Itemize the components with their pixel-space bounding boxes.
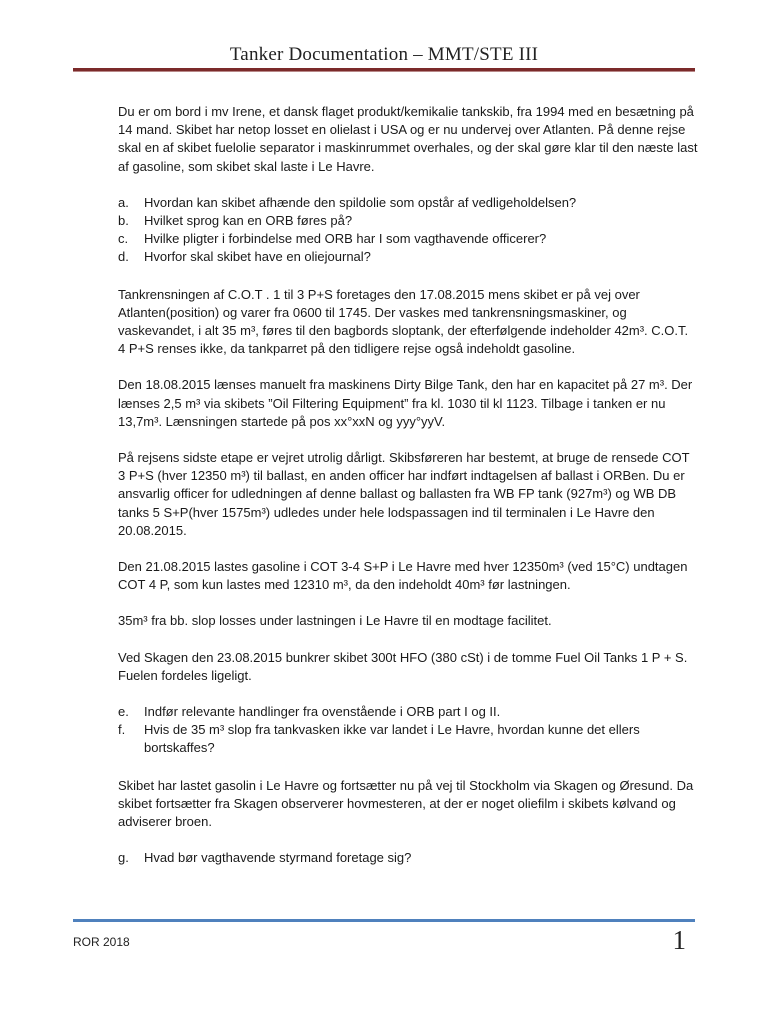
paragraph-oil-film: Skibet har lastet gasolin i Le Havre og fortsætter nu på vej til Stockholm via Skagen og Øresund. Da skibet fortsætter fra Skagen observerer hovmesteren, at der er noget oliefilm i skibets kølvand og adviserer broen. [118,777,694,830]
paragraph-loading: Den 21.08.2015 lastes gasoline i COT 3-4 S+P i Le Havre med hver 12350m³ (ved 15°C) undtagen COT 4 P, som kun lastes med 12310 m³, da den indeholdt 40m³ før lastningen. [118,559,688,593]
footer-left-text: ROR 2018 [73,935,130,949]
question-marker: b. [118,213,129,229]
question-item [118,194,698,212]
paragraph-intro: Du er om bord i mv Irene, et dansk flaget produkt/kemikalie tankskib, fra 1994 med en besætning på 14 mand. Skibet har netop losset en olielast i USA og er nu undervej over Atlanten. På denne rejse skal en af skibet fuelolie separator i maskinrummet overhales, og der skal gøre klar til den næste last af gasoline, som skibet skal laste i Le Havre. [118,104,698,174]
paragraph-bilge: Den 18.08.2015 lænses manuelt fra maskinens Dirty Bilge Tank, den har en kapacitet på 27 m³. Der lænses 2,5 m³ via skibets ”Oil Filtering Equipment” fra kl. 1030 til kl 1123. Tilbage i tanken er nu 13,7m³. Lænsningen startede på pos xx°xxN og yyy°yyV. [118,377,693,429]
question-marker: c. [118,231,129,247]
question-marker: g. [118,850,129,866]
footer-rule [73,919,695,922]
paragraph-weather-ballast: På rejsens sidste etape er vejret utrolig dårligt. Skibsføreren har bestemt, at bruge de rensede COT 3 P+S (hver 12350 m³) til ballast, en anden officer har indført indtagelsen af ballast i ORBen. Du er ansvarlig officer for udledningen af denne ballast og ballasten fra WB FP tank (927m³) og WB DB tanks 5 S+P(hver 1575m³) udledes under hele lodspassagen ind til terminalen i Le Havre den 20.08.2015. [118,450,690,538]
question-item [118,248,698,266]
question-text: Hvorfor skal skibet have en oliejournal? [144,249,371,265]
paragraph-tank-cleaning: Tankrensningen af C.O.T . 1 til 3 P+S foretages den 17.08.2015 mens skibet er på vej over Atlanten(position) og varer fra 0600 til 1745. Der vaskes med tankrensningsmaskiner, og vaskevandet, i alt 35 m³, føres til den bagbords sloptank, der efterfølgende indeholder 42m³. C.O.T. 4 P+S renses ikke, da tankparret på den tidligere rejse også indeholdt gasoline. [118,286,689,357]
question-text: Indfør relevante handlinger fra ovenstående i ORB part I og II. [144,704,501,720]
question-marker: e. [118,704,129,720]
question-text: Hvilke pligter i forbindelse med ORB har I som vagthavende officerer? [144,231,547,247]
question-list-3 [118,849,698,867]
question-text: Hvis de 35 m³ slop fra tankvasken ikke var landet i Le Havre, hvordan kunne det ellers bortskaffes? [144,722,640,756]
header-rule [73,68,695,71]
document-body [118,103,698,887]
page-number: 1 [672,925,686,955]
question-text: Hvad bør vagthavende styrmand foretage sig? [144,850,412,866]
page-header-title: Tanker Documentation – MMT/STE III [229,44,539,65]
question-item [118,849,698,867]
question-text: Hvordan kan skibet afhænde den spildolie som opstår af vedligeholdelsen? [144,194,577,210]
paragraph-slop: 35m³ fra bb. slop losses under lastningen i Le Havre til en modtage facilitet. [118,613,552,629]
question-item [118,212,698,230]
question-text: Hvilket sprog kan en ORB føres på? [144,213,353,229]
question-item [118,703,698,721]
question-list-2 [118,703,698,758]
question-marker: a. [118,194,129,210]
question-list-1 [118,194,698,267]
question-marker: d. [118,249,129,265]
paragraph-bunkering: Ved Skagen den 23.08.2015 bunkrer skibet 300t HFO (380 cSt) i de tomme Fuel Oil Tanks 1 P + S. Fuelen fordeles ligeligt. [118,649,688,683]
question-item [118,230,698,248]
question-item [118,721,698,757]
question-marker: f. [118,722,126,738]
